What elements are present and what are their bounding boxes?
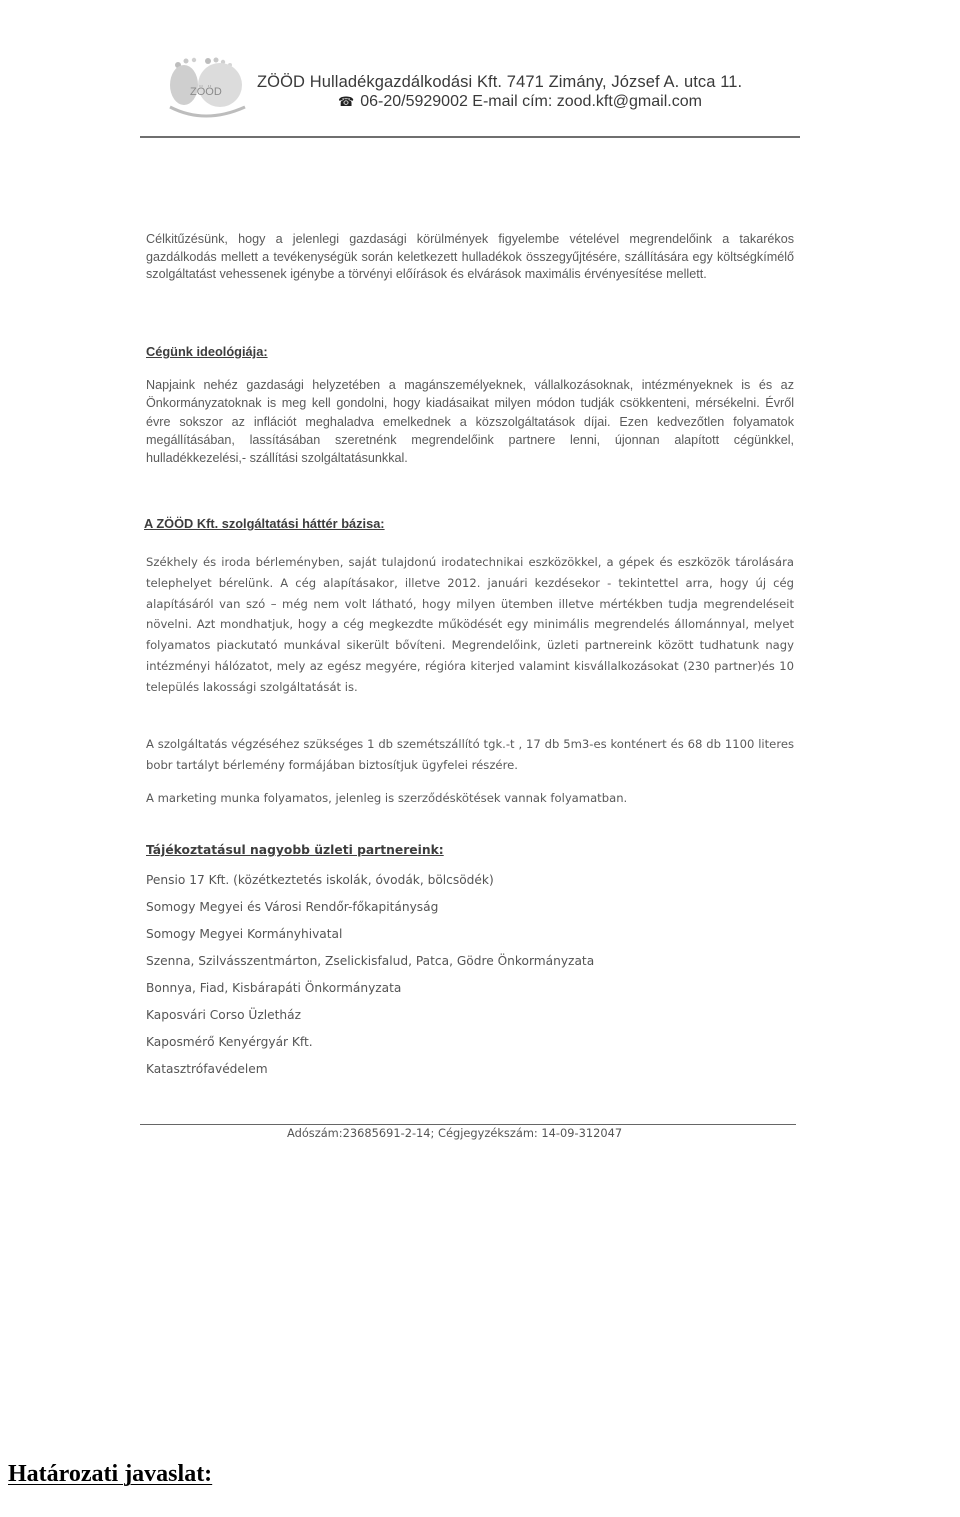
intro-paragraph: Célkitűzésünk, hogy a jelenlegi gazdasági körülmények figyelembe vételével megrendelőink a takarékos gazdálkodás mellett a tevékenységük során keletkezett hulladékok összegyűjtésére, szállítására egy költségkímélő szolgáltatást vehessenek igénybe a törvényi előírások és elvárások maximális érvényesítése mellett. (146, 232, 794, 281)
partners-list (146, 871, 594, 1087)
partners-heading: Tájékoztatásul nagyobb üzleti partnereink: (146, 843, 444, 857)
list-item: Pensio 17 Kft. (közétkeztetés iskolák, óvodák, bölcsödék) (146, 873, 494, 887)
footer-registration: Adószám:23685691-2-14; Cégjegyzékszám: 14-09-312047 (287, 1126, 623, 1140)
letterhead (160, 55, 800, 125)
svg-text:ZÖÖD: ZÖÖD (190, 86, 222, 98)
list-item: Katasztrófavédelem (146, 1062, 268, 1076)
list-item: Szenna, Szilvásszentmárton, Zselickisfalud, Patca, Gödre Önkormányzata (146, 954, 595, 968)
telephone-icon: ☎ (338, 94, 355, 109)
list-item: Kaposmérő Kenyérgyár Kft. (146, 1035, 313, 1049)
list-item: Somogy Megyei és Városi Rendőr-főkapitányság (146, 900, 439, 914)
ideology-heading: Cégünk ideológiája: (146, 344, 268, 359)
list-item: Bonnya, Fiad, Kisbárapáti Önkormányzata (146, 981, 402, 995)
ideology-paragraph: Napjaink nehéz gazdasági helyzetében a magánszemélyeknek, vállalkozásoknak, intézményeknek is és az Önkormányzatoknak is meg kell gondolni, hogy kiadásaikat milyen módon tudják csökkenteni, mérsékelni. Évről évre sokszor az inflációt meghaladva emelkednek a közszolgáltatások díjai. Ezen kedvezőtlen folyamatok megállításában, lassításában szeretnénk megrendelőink partnere lenni, újonnan alapított cégünkkel, hulladékkezelési,- szállítási szolgáltatásunkkal. (146, 378, 794, 466)
base-heading: A ZÖÖD Kft. szolgáltatási háttér bázisa: (144, 516, 385, 531)
company-name-address: ZÖÖD Hulladékgazdálkodási Kft. 7471 Zimány, József A. utca 11. (257, 73, 743, 91)
service-paragraph: A szolgáltatás végzéséhez szükséges 1 db szemétszállító tgk.-t , 17 db 5m3-es konténert és 68 db 1100 literes bobr tartályt bérlemény formájában biztosítjuk ügyfelei részére. (146, 737, 794, 772)
footer-divider (140, 1124, 796, 1125)
contact-line (338, 93, 702, 111)
resolution-heading: Határozati javaslat: (8, 1461, 213, 1487)
company-logo (160, 55, 260, 125)
marketing-paragraph: A marketing munka folyamatos, jelenleg is szerződéskötések vannak folyamatban. (146, 791, 628, 805)
base-paragraph: Székhely és iroda bérleményben, saját tulajdonú irodatechnikai eszközökkel, a gépek és eszközök tárolására telephelyet bérelünk. A cég alapításakor, illetve 2012. januári kezdésekor - tekintettel arra, hogy új cég alapításáról van szó – még nem volt látható, hogy milyen ütemben illetve mértékben tudja megrendeléseit növelni. Azt mondhatjuk, hogy a cég megkezdte működését egy minimális megrendelés állománnyal, melyet folyamatos piackutató munkával sikerült bővíteni. Megrendelőink, üzleti partnereink között tudhatunk nagy intézményi hálózatot, mely az egész megyére, régióra kiterjed valamint kisvállalkozásokat (230 partner)és 10 település lakossági szolgáltatását is. (146, 555, 794, 694)
list-item: Somogy Megyei Kormányhivatal (146, 927, 343, 941)
contact-text: 06-20/5929002 E-mail cím: zood.kft@gmail.com (360, 93, 702, 110)
header-divider (140, 136, 800, 138)
list-item: Kaposvári Corso Üzletház (146, 1008, 301, 1022)
